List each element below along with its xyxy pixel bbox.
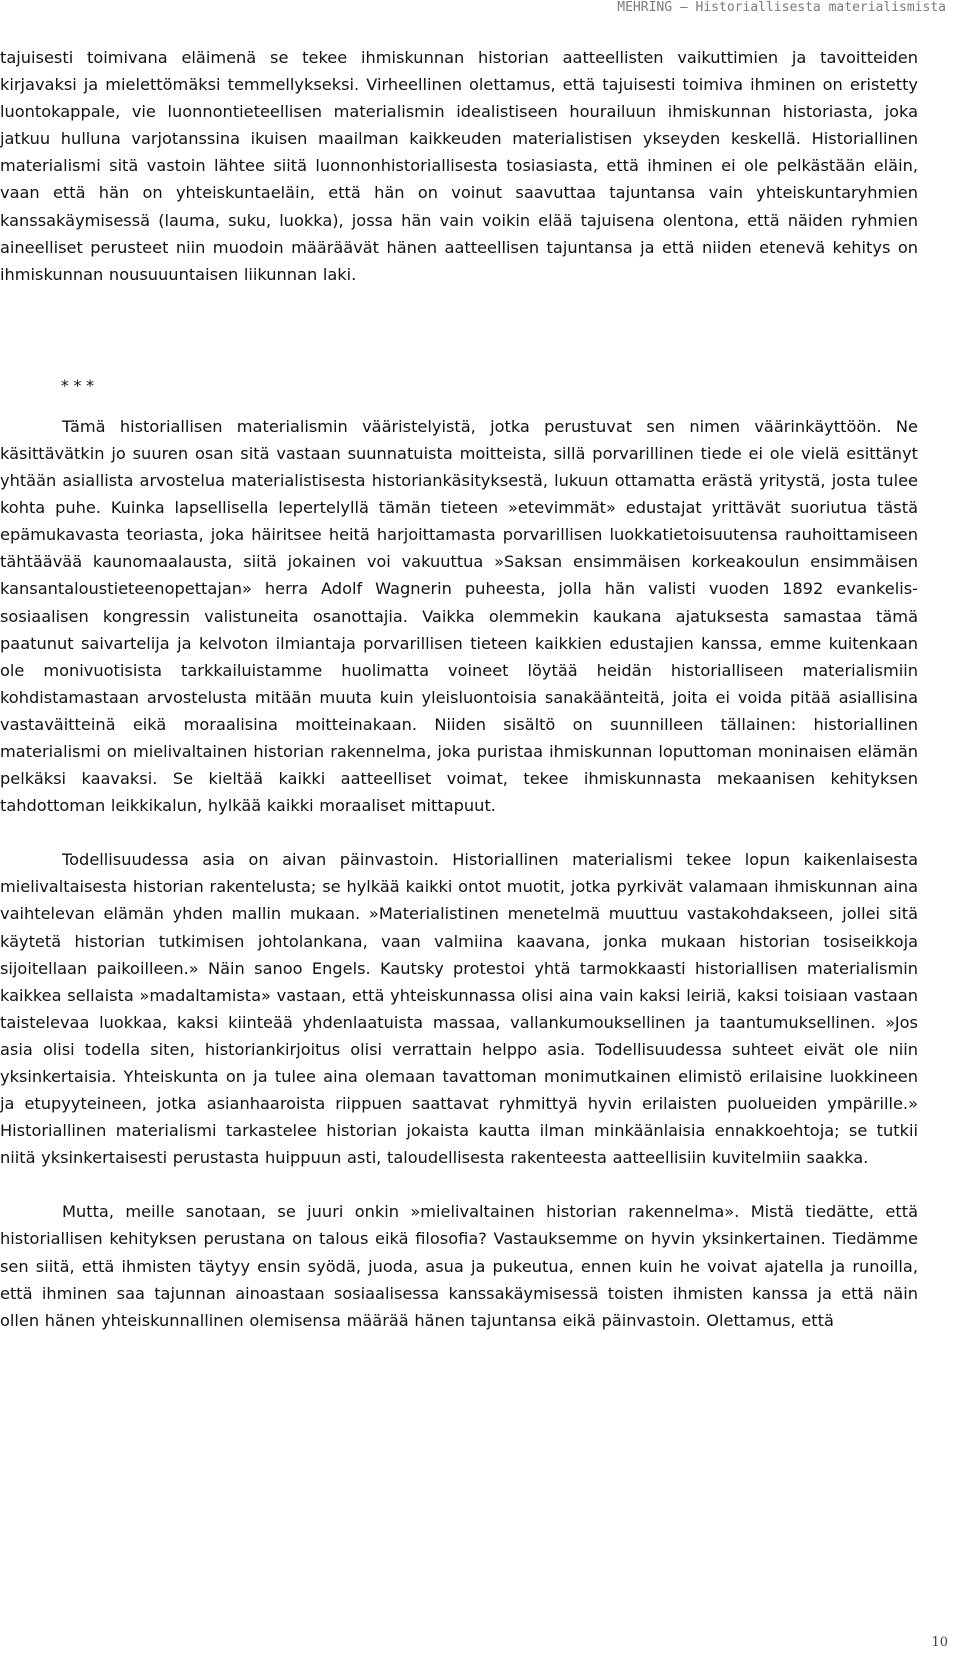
spacer <box>0 819 918 846</box>
running-header-title: MEHRING – Historiallisesta materialismista <box>617 0 946 15</box>
paragraph-continuation: tajuisesti toimivana eläimenä se tekee ihmiskunnan historian aatteellisten vaikuttimien ja tavoitteiden kirjavaksi ja mielettömäksi temmellykseksi. Virheellinen olettamus, että tajuisesti toimiva ihminen on eristetty luontokappale, vie luonnontieteellisen materialismin idealistiseen hourailuun ihmiskunnan historiasta, joka jatkuu hulluna varjotanssina ikuisen maailman kaikkeuden materialistisen ykseyden keskellä. Historiallinen materialismi sitä vastoin lähtee siitä luonnonhistoriallisesta tosiasiasta, että ihminen ei ole pelkästään eläin, vaan että hän on yhteiskuntaeläin, että hän on voinut saavuttaa tajuntansa vain yhteiskuntaryhmien kanssakäymisessä (lauma, suku, luokka), jossa hän vain voikin elää tajuisena olentona, että näiden ryhmien aineelliset perusteet niin muodoin määräävät hänen aatteellisen tajuntansa ja että niiden etenevä kehitys on ihmiskunnan nousuuuntaisen liikunnan laki. <box>0 48 918 284</box>
spacer <box>0 288 918 372</box>
paragraph: Tämä historiallisen materialismin vääristelyistä, jotka perustuvat sen nimen väärinkäyttöön. Ne käsittävätkin jo suuren osan sitä vastaan suunnatuista moitteista, sillä porvarillinen tiede ei ole vielä esittänyt yhtään asiallista arvostelua materialistisesta historiankäsityksestä, lukuun ottamatta erästä yritystä, josta tulee kohta puhe. Kuinka lapsellisella lepertelyllä tämän tieteen »etevimmät» edustajat yrittävät suoriutua tästä epämukavasta teoriasta, joka häiritsee heitä harjoittamasta porvarillisen luokkatietoisuutensa rauhoittamiseen tähtäävää kaunomaalausta, siitä jokainen voi vakuuttua »Saksan ensimmäisen korkeakoulun ensimmäisen kansantaloustieteenopettajan» herra Adolf Wagnerin puheesta, jolla hän valisti vuoden 1892 evankelis-sosiaalisen kongressin valistuneita osanottajia. Vaikka olemmekin kaukana ajatuksesta samastaa tämä paatunut saivartelija ja kelvoton ilmiantaja porvarillisen tieteen kaikkien edustajien kanssa, emme kuitenkaan ole monivuotisista tarkkailuistamme huolimatta voineet löytää heidän historialliseen materialismiin kohdistamastaan arvostelusta mitään muuta kuin yleisluontoisia sanakäänteitä, joita ei voida pitää asiallisina vastaväitteinä eikä moraalisina moitteinakaan. Niiden sisältö on suunnilleen tällainen: historiallinen materialismi on mielivaltainen historian rakennelma, joka puristaa ihmiskunnan loputtoman moninaisen elämän pelkäksi kaavaksi. Se kieltää kaikki aatteelliset voimat, tekee ihmiskunnasta mekaanisen kehityksen tahdottoman leikkikalun, hylkää kaikki moraaliset mittapuut. <box>0 416 918 816</box>
spacer <box>0 1171 918 1198</box>
section-separator: *** <box>60 375 98 395</box>
paragraph: Mutta, meille sanotaan, se juuri onkin »mielivaltainen historian rakennelma». Mistä tiedätte, että historiallisen kehityksen perustana on talous eikä filosofia? Vastauksemme on hyvin yksinkertainen. Tiedämme sen siitä, että ihmisten täytyy ensin syödä, juoda, asua ja pukeutua, ennen kuin he voivat ajatella ja runoilla, että ihminen saa tajunnan ainoastaan sosiaalisessa kanssakäymisessä toisten ihmisten kanssa ja että näin ollen hänen yhteiskunnallinen olemisensa määrää hänen tajuntansa eikä päinvastoin. Olettamus, että <box>0 1202 918 1330</box>
spacer <box>0 399 918 413</box>
paragraph: Todellisuudessa asia on aivan päinvastoin. Historiallinen materialismi tekee lopun kaikenlaisesta mielivaltaisesta historian rakentelusta; se hylkää kaikki ontot muotit, jotka pyrkivät valamaan ihmiskunnan aina vaihtelevan elämän yhden mallin mukaan. »Materialistinen menetelmä muuttuu vastakohdakseen, jollei sitä käytetä historian tutkimisen johtolankana, vaan valmiina kaavana, jonka mukaan historian tosiseikkoja sijoitellaan paikoilleen.» Näin sanoo Engels. Kautsky protestoi yhtä tarmokkaasti historiallisen materialismin kaikkea sellaista »madaltamista» vastaan, että yhteiskunnassa olisi aina vain kaksi leiriä, kaksi toisiaan vastaan taistelevaa luokkaa, kaksi kiinteää yhdenlaatuista massaa, vallankumouksellinen ja taantumuksellinen. »Jos asia olisi todella siten, historiankirjoitus olisi verrattain helppo asia. Todellisuudessa suhteet eivät ole niin yksinkertaisia. Yhteiskunta on ja tulee aina olemaan tavattoman monimutkainen elimistö erilaisine luokkineen ja etupyyteineen, jotka asianhaaroista riippuen saattavat ryhmittyä hyvin erilaisten puolueiden ympärille.» Historiallinen materialismi tarkastelee historian jokaista kautta ilman minkäänlaisia ennakkoehtoja; se tutkii niitä yksinkertaisesti perustasta huippuun asti, taloudellisesta rakenteesta aatteellisiin kuvitelmiin saakka. <box>0 850 918 1168</box>
page-number: 10 <box>931 1635 948 1650</box>
page-body <box>0 44 918 1334</box>
